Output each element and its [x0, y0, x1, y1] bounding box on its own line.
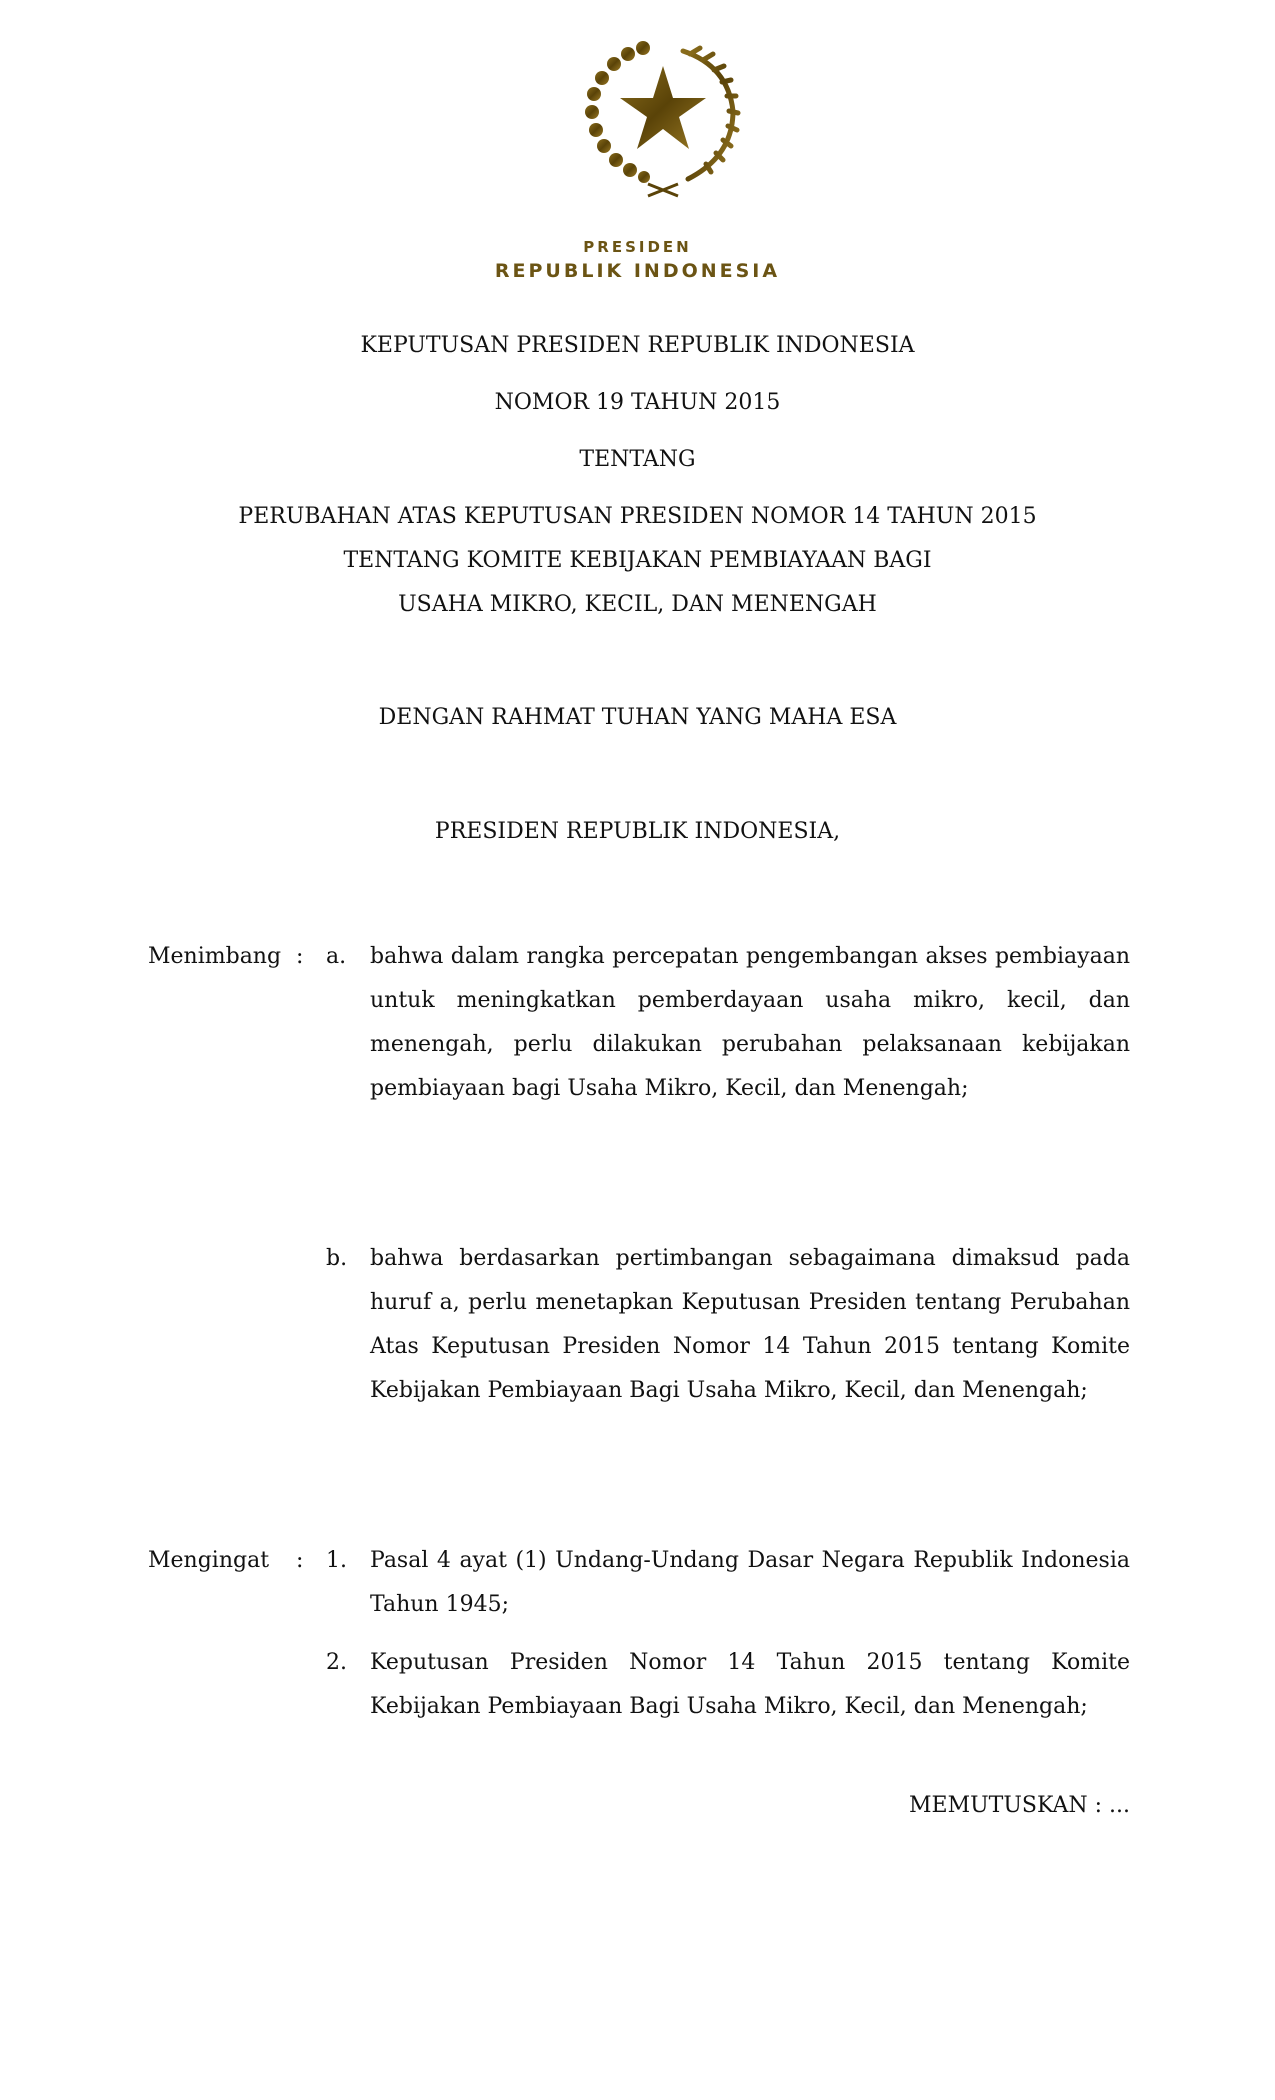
menimbang-item: bahwa berdasarkan pertimbangan sebagaimana dimaksud pada huruf a, perlu menetapkan Keputusan Presiden tentang Perubahan Atas Keputusan Presiden Nomor 14 Tahun 2015 tentang Komite Kebijakan Pembiayaan Bagi Usaha Mikro, Kecil, dan Menengah; — [370, 1246, 1130, 1403]
mengingat-item: Keputusan Presiden Nomor 14 Tahun 2015 tentang Komite Kebijakan Pembiayaan Bagi Usaha Mikro, Kecil, dan Menengah; — [370, 1650, 1130, 1719]
letterhead-republik-indonesia: REPUBLIK INDONESIA — [494, 260, 781, 282]
decree-subject-line: PERUBAHAN ATAS KEPUTUSAN PRESIDEN NOMOR 14 TAHUN 2015 — [238, 504, 1037, 529]
letterhead-presiden: PRESIDEN — [583, 238, 692, 256]
menimbang-colon: : — [296, 944, 304, 969]
item-marker: a. — [326, 944, 347, 969]
decree-about: TENTANG — [579, 447, 696, 472]
mengingat-item: Pasal 4 ayat (1) Undang-Undang Dasar Negara Republik Indonesia Tahun 1945; — [370, 1548, 1130, 1617]
mengingat-label: Mengingat — [148, 1548, 270, 1573]
menimbang-item: bahwa dalam rangka percepatan pengembangan akses pembiayaan untuk meningkatkan pemberdayaan usaha mikro, kecil, dan menengah, perlu dilakukan perubahan pelaksanaan kebijakan pembiayaan bagi Usaha Mikro, Kecil, dan Menengah; — [370, 944, 1130, 1101]
item-marker: 1. — [326, 1548, 347, 1573]
decree-subject-line: USAHA MIKRO, KECIL, DAN MENENGAH — [398, 592, 877, 617]
item-marker: b. — [326, 1246, 348, 1271]
menimbang-label: Menimbang — [148, 944, 282, 969]
continuation-text: MEMUTUSKAN : ... — [909, 1793, 1130, 1818]
blessing: DENGAN RAHMAT TUHAN YANG MAHA ESA — [378, 705, 897, 730]
mengingat-colon: : — [296, 1548, 304, 1573]
item-marker: 2. — [326, 1650, 347, 1675]
decree-title: KEPUTUSAN PRESIDEN REPUBLIK INDONESIA — [360, 333, 915, 358]
decree-number: NOMOR 19 TAHUN 2015 — [494, 390, 781, 415]
authority: PRESIDEN REPUBLIK INDONESIA, — [434, 819, 841, 844]
presidential-emblem-icon — [578, 36, 748, 201]
decree-subject-line: TENTANG KOMITE KEBIJAKAN PEMBIAYAAN BAGI — [343, 548, 932, 573]
